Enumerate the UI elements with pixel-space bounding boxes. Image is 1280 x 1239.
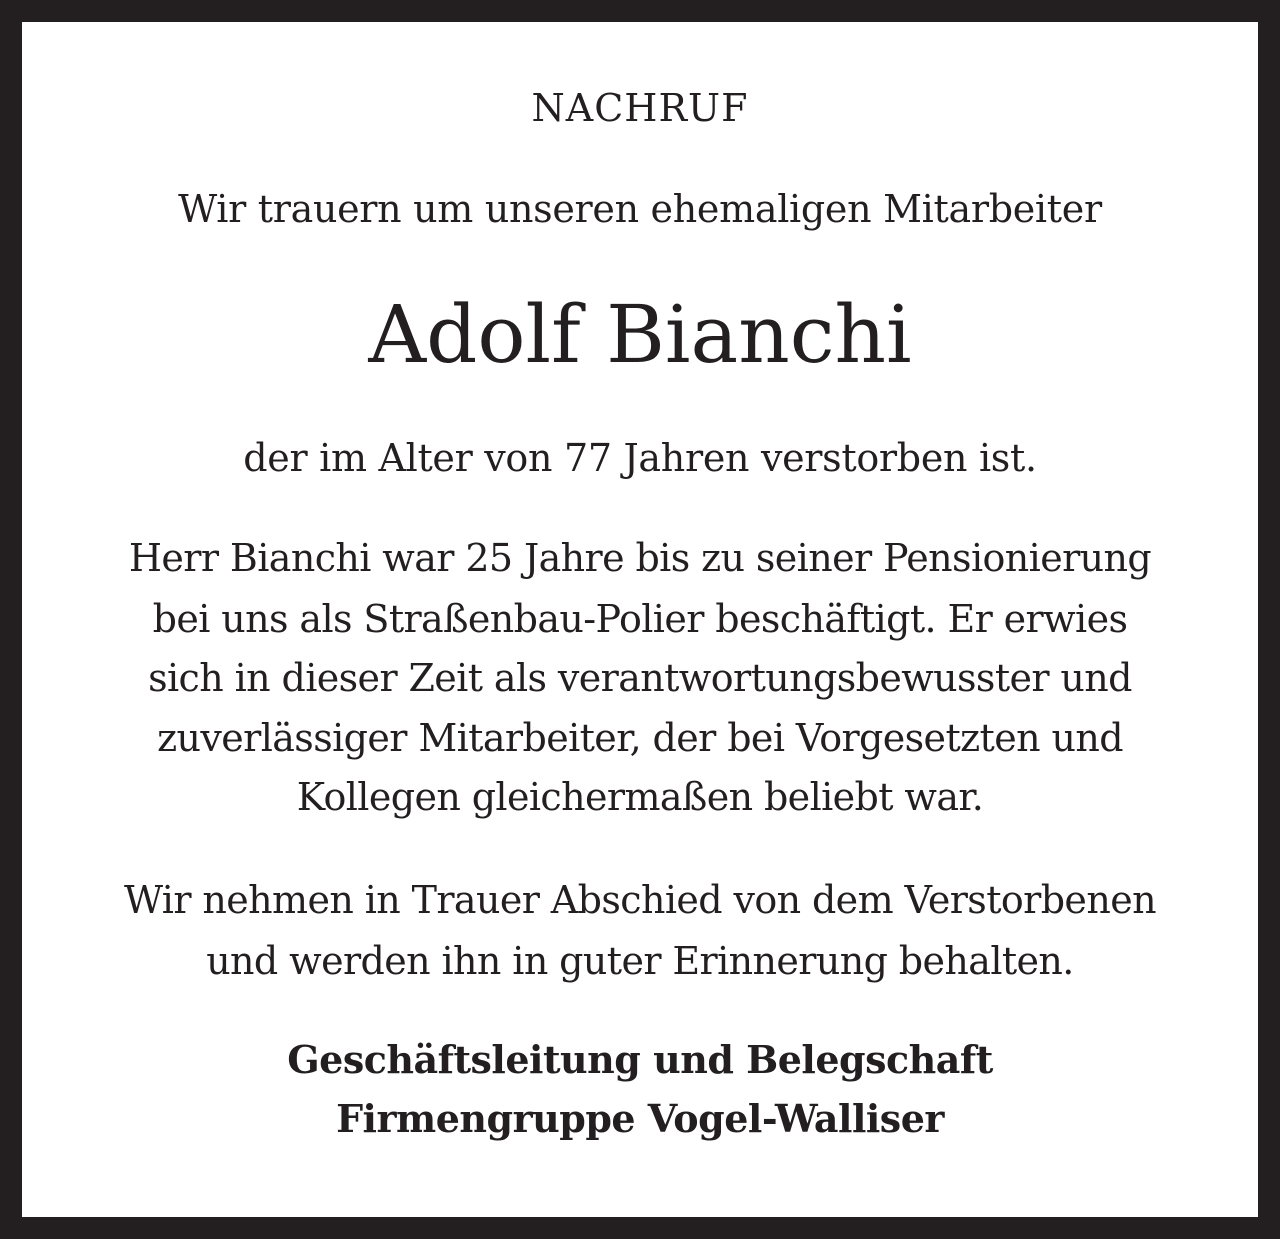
obituary-heading: NACHRUF [531,86,749,130]
paragraph1-line-4: zuverlässiger Mitarbeiter, der bei Vorgesetzten und [157,716,1123,760]
signature-line-2: Firmengruppe Vogel-Walliser [336,1096,944,1141]
signature-line-1: Geschäftsleitung und Belegschaft [287,1037,993,1082]
paragraph2-line-2: und werden ihn in guter Erinnerung behalten. [206,939,1074,983]
paragraph1-line-5: Kollegen gleichermaßen beliebt war. [296,775,984,819]
deceased-name: Adolf Bianchi [368,288,912,381]
age-line: der im Alter von 77 Jahren verstorben ist. [243,436,1037,480]
paragraph1-line-1: Herr Bianchi war 25 Jahre bis zu seiner Pensionierung [128,536,1152,580]
paragraph1-line-3: sich in dieser Zeit als verantwortungsbewusster und [148,656,1132,700]
intro-line: Wir trauern um unseren ehemaligen Mitarbeiter [178,187,1102,231]
paragraph1-line-2: bei uns als Straßenbau-Polier beschäftigt. Er erwies [152,597,1128,641]
paragraph2-line-1: Wir nehmen in Trauer Abschied von dem Verstorbenen [124,878,1156,922]
